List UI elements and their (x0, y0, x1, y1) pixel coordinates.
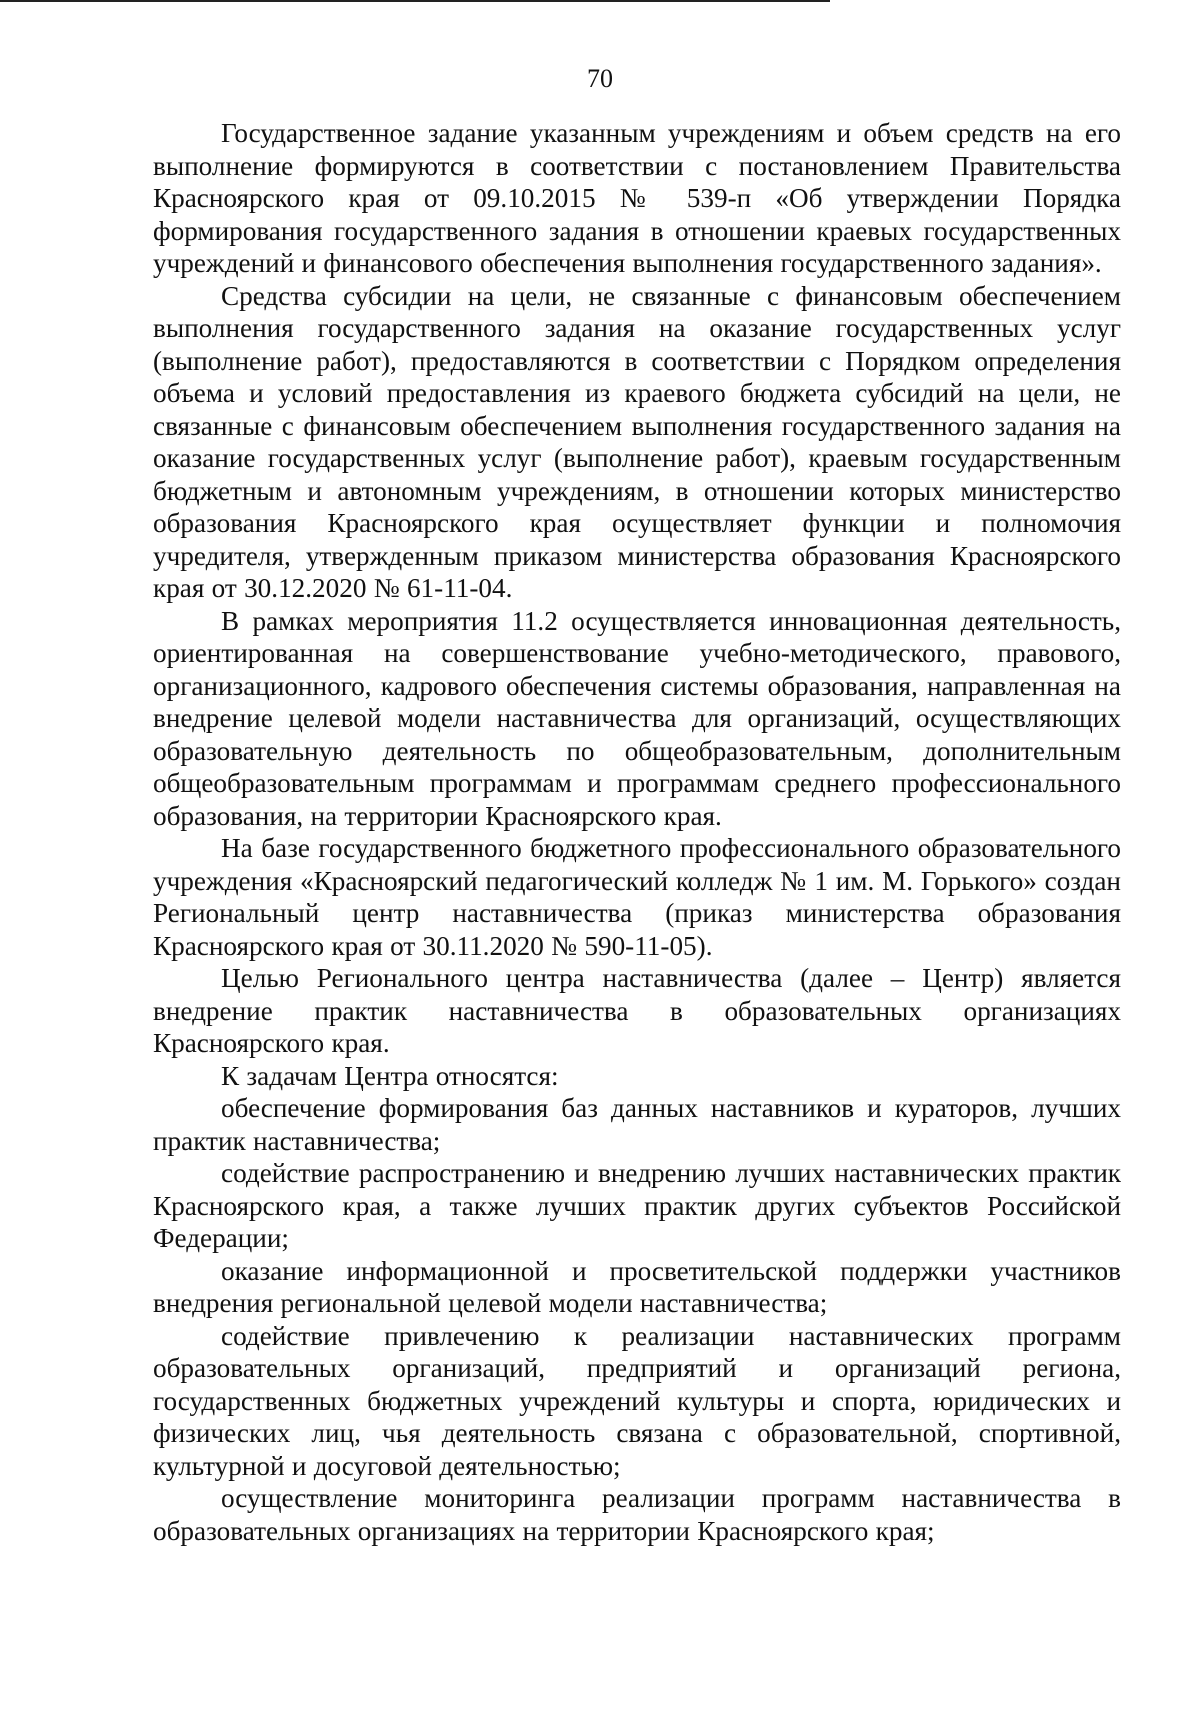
list-item-monitoring: осуществление мониторинга реализации программ наставничества в образовательных организациях на территории Красноярского края; (153, 1483, 1121, 1546)
paragraph-state-assignment: Государственное задание указанным учреждениям и объем средств на его выполнение формируются в соответствии с постановлением Правительства Красноярского края от 09.10.2015 № 539-п «Об утверждении Порядка формирования государственного задания в отношении краевых государственных учреждений и финансового обеспечения выполнения государственного задания». (153, 118, 1121, 278)
top-rule (0, 0, 830, 2)
paragraph-center-goal: Целью Регионального центра наставничества (далее – Центр) является внедрение практик наставничества в образовательных организациях Красноярского края. (153, 963, 1121, 1058)
paragraph-regional-center-created: На базе государственного бюджетного профессионального образовательного учреждения «Красноярский педагогический колледж № 1 им. М. Горького» создан Региональный центр наставничества (приказ министерства образования Красноярского края от 30.11.2020 № 590-11-05). (153, 833, 1121, 961)
list-item-practice-dissemination: содействие распространению и внедрению лучших наставнических практик Красноярского края, а также лучших практик других субъектов Российской Федерации; (153, 1158, 1121, 1253)
list-item-database-formation: обеспечение формирования баз данных наставников и кураторов, лучших практик наставничества; (153, 1093, 1121, 1156)
paragraph-activity-11-2: В рамках мероприятия 11.2 осуществляется инновационная деятельность, ориентированная на совершенствование учебно-методического, правового, организационного, кадрового обеспечения системы образования, направленная на внедрение целевой модели наставничества для организаций, осуществляющих образовательную деятельность по общеобразовательным, дополнительным общеобразовательным программам и программам среднего профессионального образования, на территории Красноярского края. (153, 605, 1121, 831)
paragraph-center-tasks-heading: К задачам Центра относятся: (221, 1060, 559, 1091)
paragraph-subsidy-funds: Средства субсидии на цели, не связанные с финансовым обеспечением выполнения государственного задания на оказание государственных услуг (выполнение работ), предоставляются в соответствии с Порядком определения объема и условий предоставления из краевого бюджета субсидий на цели, не связанные с финансовым обеспечением выполнения государственного задания на оказание государственных услуг (выполнение работ), краевым государственным бюджетным и автономным учреждениям, в отношении которых министерство образования Красноярского края осуществляет функции и полномочия учредителя, утвержденным приказом министерства образования Красноярского края от 30.12.2020 № 61-11-04. (153, 280, 1121, 603)
list-item-information-support: оказание информационной и просветительской поддержки участников внедрения региональной целевой модели наставничества; (153, 1255, 1121, 1318)
document-body (153, 117, 1121, 1547)
list-item-attraction-to-programs: содействие привлечению к реализации наставнических программ образовательных организаций, предприятий и организаций региона, государственных бюджетных учреждений культуры и спорта, юридических и физических лиц, чья деятельность связана с образовательной, спортивной, культурной и досуговой деятельностью; (153, 1320, 1121, 1481)
page-number: 70 (587, 64, 613, 93)
